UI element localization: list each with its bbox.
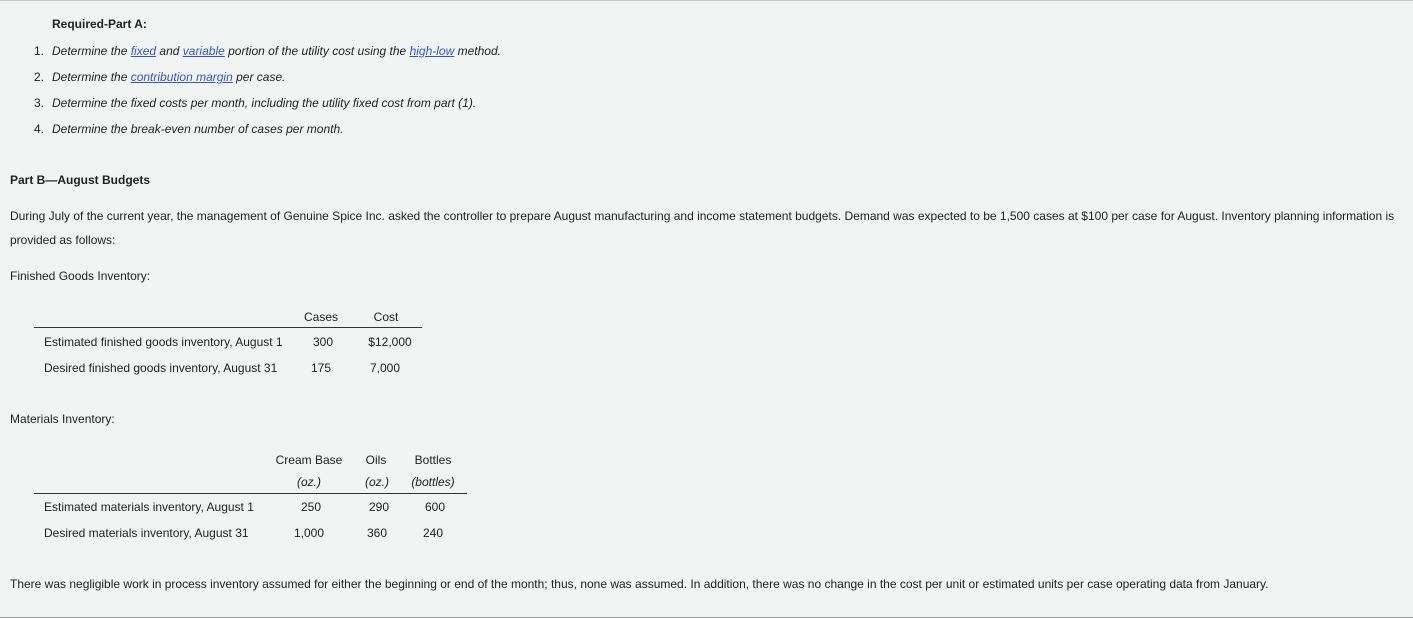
- item-text: per case.: [232, 70, 286, 84]
- list-number: 4.: [34, 122, 45, 136]
- footer-paragraph: There was negligible work in process inventory assumed for either the beginning or end of the month; thus, none was assumed. In addition, there was no change in the cost per unit or estimated units per case operating data from January.: [10, 577, 1269, 591]
- part-b-title: Part B—August Budgets: [10, 173, 151, 187]
- list-number: 2.: [34, 70, 45, 84]
- cell-bottles: 240: [422, 526, 444, 540]
- list-item: [52, 70, 285, 84]
- list-number: 3.: [34, 96, 45, 110]
- column-unit-cream-base: (oz.): [297, 475, 321, 489]
- glossary-link-variable[interactable]: variable: [182, 44, 225, 58]
- cell-cases: 175: [310, 361, 332, 375]
- row-label: Desired finished goods inventory, August 31: [44, 361, 278, 375]
- materials-label: Materials Inventory:: [10, 412, 115, 426]
- cell-cream-base: 250: [300, 500, 322, 514]
- glossary-link-high-low[interactable]: high-low: [409, 44, 455, 58]
- glossary-link-fixed[interactable]: fixed: [130, 44, 157, 58]
- item-text: method.: [454, 44, 501, 58]
- list-number: 1.: [34, 44, 45, 58]
- glossary-link-contribution-margin[interactable]: contribution margin: [130, 70, 233, 84]
- column-unit-bottles: (bottles): [411, 475, 455, 489]
- part-a-title: Required-Part A:: [52, 17, 147, 31]
- header-rule: [34, 493, 467, 494]
- row-label: Estimated finished goods inventory, August 1: [44, 335, 283, 349]
- intro-paragraph-line-1: During July of the current year, the management of Genuine Spice Inc. asked the controller to prepare August manufacturing and income statement budgets. Demand was expected to be 1,500 cases at $100 per case for August. Inventory planning information is: [10, 209, 1395, 223]
- column-header-cream-base: Cream Base: [275, 453, 343, 467]
- list-item: Determine the fixed costs per month, including the utility fixed cost from part (1).: [52, 96, 477, 110]
- cell-cream-base: 1,000: [293, 526, 325, 540]
- column-header-cases: Cases: [303, 310, 338, 324]
- item-text: and: [156, 44, 183, 58]
- item-text: Determine the: [52, 70, 131, 84]
- column-header-oils: Oils: [365, 453, 387, 467]
- cell-bottles: 600: [424, 500, 446, 514]
- column-unit-oils: (oz.): [365, 475, 389, 489]
- intro-paragraph-line-2: provided as follows:: [10, 233, 116, 247]
- header-rule: [34, 327, 422, 328]
- list-item: [52, 44, 501, 58]
- cell-oils: 290: [368, 500, 390, 514]
- list-item: Determine the break-even number of cases per month.: [52, 122, 344, 136]
- cell-cases: 300: [312, 335, 334, 349]
- cell-oils: 360: [366, 526, 388, 540]
- item-text: Determine the: [52, 44, 131, 58]
- item-text: portion of the utility cost using the: [224, 44, 410, 58]
- finished-goods-label: Finished Goods Inventory:: [10, 269, 151, 283]
- cell-cost: $12,000: [368, 335, 412, 349]
- cell-cost: 7,000: [369, 361, 401, 375]
- row-label: Estimated materials inventory, August 1: [44, 500, 254, 514]
- column-header-bottles: Bottles: [414, 453, 452, 467]
- column-header-cost: Cost: [373, 310, 399, 324]
- row-label: Desired materials inventory, August 31: [44, 526, 249, 540]
